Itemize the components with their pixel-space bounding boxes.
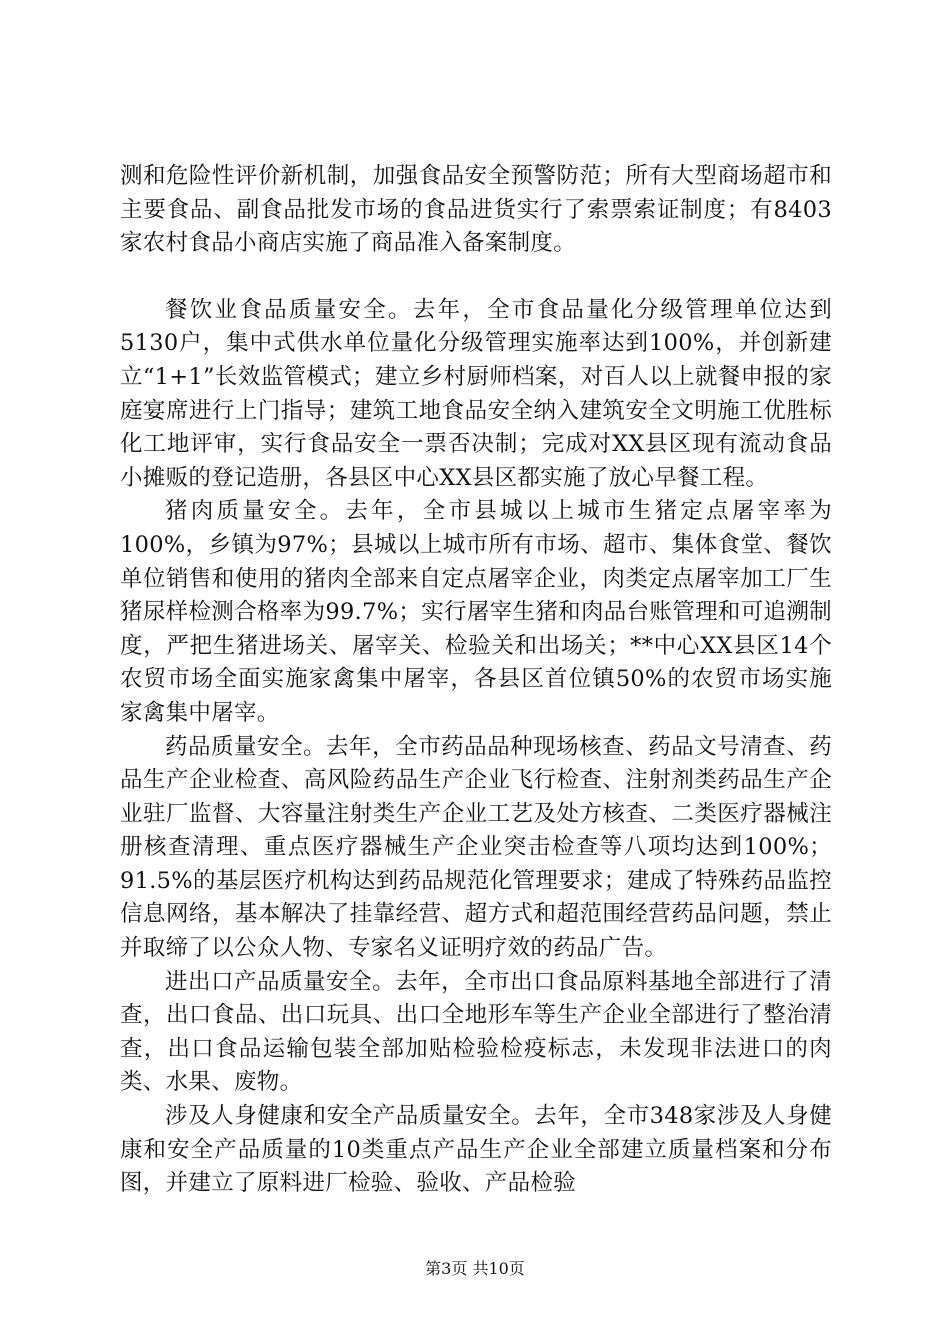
paragraph-catering-food-safety: 餐饮业食品质量安全。去年，全市食品量化分级管理单位达到5130户，集中式供水单位量化分级管理实施率达到100%，并创新建立“1+1”长效监管模式；建立乡村厨师档案，对百人以上就餐申报的家庭宴席进行上门指导；建筑工地食品安全纳入建筑安全文明施工优胜标化工地评审，实行食品安全一票否决制；完成对XX县区现有流动食品小摊贩的登记造册，各县区中心XX县区都实施了放心早餐工程。 (120, 296, 832, 491)
paragraph-pork-safety: 猪肉质量安全。去年，全市县城以上城市生猪定点屠宰率为100%，乡镇为97%；县城以上城市所有市场、超市、集体食堂、餐饮单位销售和使用的猪肉全部来自定点屠宰企业，肉类定点屠宰加工厂生猪尿样检测合格率为99.7%；实行屠宰生猪和肉品台账管理和可追溯制度，严把生猪进场关、屠宰关、检验关和出场关；**中心XX县区14个农贸市场全面实施家禽集中屠宰，各县区首位镇50%的农贸市场实施家禽集中屠宰。 (120, 498, 832, 726)
paragraph-health-product-safety: 涉及人身健康和安全产品质量安全。去年，全市348家涉及人身健康和安全产品质量的10类重点产品生产企业全部建立质量档案和分布图，并建立了原料进厂检验、验收、产品检验 (120, 1103, 832, 1197)
page-footer: 第3页 共10页 (425, 1259, 525, 1278)
paragraph-import-export-safety: 进出口产品质量安全。去年，全市出口食品原料基地全部进行了清查，出口食品、出口玩具、出口全地形车等生产企业全部进行了整治清查，出口食品运输包装全部加贴检验检疫标志，未发现非法进口的肉类、水果、废物。 (120, 968, 832, 1096)
body-text (120, 160, 832, 1201)
paragraph-continuation: 测和危险性评价新机制，加强食品安全预警防范；所有大型商场超市和主要食品、副食品批发市场的食品进货实行了索票索证制度；有8403家农村食品小商店实施了商品准入备案制度。 (120, 163, 832, 257)
paragraph-drug-safety: 药品质量安全。去年，全市药品品种现场核查、药品文号清查、药品生产企业检查、高风险药品生产企业飞行检查、注射剂类药品生产企业驻厂监督、大容量注射类生产企业工艺及处方核查、二类医疗器械注册核查清理、重点医疗器械生产企业突击检查等八项均达到100%；91.5%的基层医疗机构达到药品规范化管理要求；建成了特殊药品监控信息网络，基本解决了挂靠经营、超方式和超范围经营药品问题，禁止并取缔了以公众人物、专家名义证明疗效的药品广告。 (120, 733, 832, 962)
